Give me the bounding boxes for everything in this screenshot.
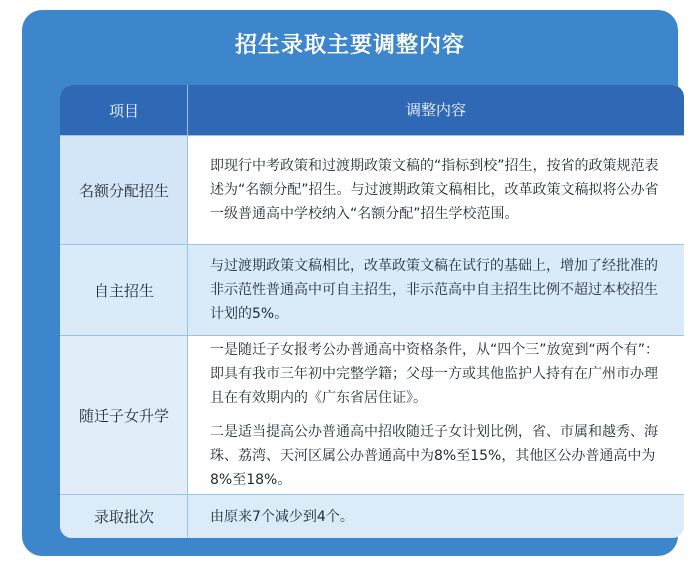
card-title: 招生录取主要调整内容 (234, 33, 465, 58)
row-item: 录取批次 (93, 508, 154, 526)
row-content (188, 245, 684, 335)
row-content (188, 336, 684, 494)
row-content-text: 即现行中考政策和过渡期政策文稿的“指标到校”招生，按省的政策规范表述为“名额分配”招生。与过渡期政策文稿相比，改革政策文稿拟将公办省一级普通高中学校纳入“名额分配”招生学校范围。 (210, 158, 659, 222)
header-content: 调整内容 (405, 101, 466, 119)
table-row (60, 136, 684, 244)
table-row (60, 336, 684, 494)
row-item: 名额分配招生 (60, 136, 188, 244)
row-content (188, 495, 684, 538)
column-divider (187, 245, 188, 335)
column-divider (187, 336, 188, 494)
table-header (60, 85, 684, 135)
row-content-text: 与过渡期政策文稿相比，改革政策文稿在试行的基础上，增加了经批准的非示范性普通高中可自主招生，非示范高中自主招生比例不超过本校招生计划的5%。 (210, 258, 658, 322)
column-divider (187, 495, 188, 538)
table-row (60, 495, 684, 538)
column-divider (187, 85, 188, 135)
row-item: 随迁子女升学 (60, 336, 188, 494)
header-item: 项目 (108, 101, 139, 120)
row-item: 自主招生 (93, 281, 154, 300)
row-content-text: 由原来7个减少到4个。 (210, 508, 354, 525)
row-content-text: 一是随迁子女报考公办普通高中资格条件，从“四个三”放宽到“两个有”：即具有我市三年初中完整学籍；父母一方或其他监护人持有在广州市办理且在有效期内的《广东省居住证》。 (210, 342, 660, 406)
policy-table (60, 85, 684, 538)
row-content-text: 二是适当提高公办普通高中招收随迁子女计划比例，省、市属和越秀、海珠、荔湾、天河区属公办普通高中为8%至15%，其他区公办普通高中为8%至18%。 (210, 424, 658, 488)
row-content (188, 136, 684, 244)
table-row (60, 245, 684, 335)
column-divider (187, 136, 188, 244)
policy-card (22, 10, 678, 556)
